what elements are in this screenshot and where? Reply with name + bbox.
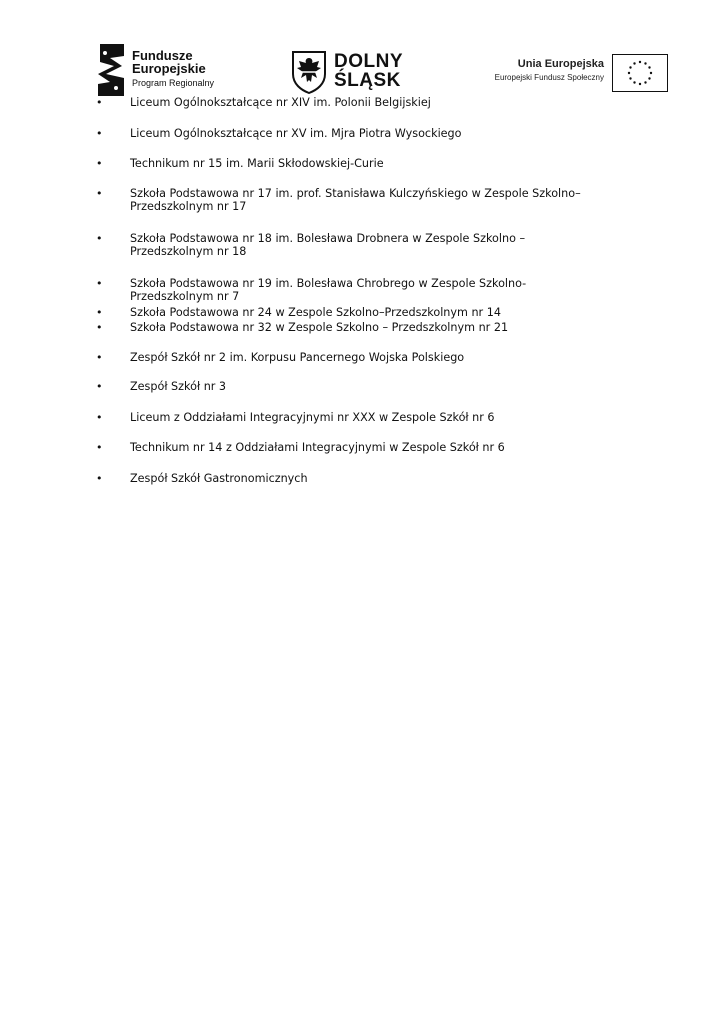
fe-line2: Europejskie — [132, 61, 206, 76]
bullet: • — [96, 471, 103, 485]
list-item-line2: Przedszkolnym nr 18 — [130, 245, 247, 258]
fe-line3: Program Regionalny — [132, 78, 215, 88]
bullet: • — [96, 276, 103, 290]
list-item-text: Liceum Ogólnokształcące nr XIV im. Polonii Belgijskiej — [130, 96, 431, 109]
dolny-slask-logo — [291, 50, 421, 96]
list-item-text: Zespół Szkół nr 2 im. Korpusu Pancernego Wojska Polskiego — [130, 350, 465, 364]
unia-europejska-logo — [482, 54, 668, 92]
list-item-text: Szkoła Podstawowa nr 24 w Zespole Szkolno–Przedszkolnym nr 14 — [130, 305, 501, 319]
list-item-text: Zespół Szkół Gastronomicznych — [130, 471, 308, 485]
list-item-line2: Przedszkolnym nr 7 — [130, 290, 240, 303]
list-item-line2: Przedszkolnym nr 17 — [130, 200, 247, 213]
fundusze-europejskie-logo — [96, 44, 266, 96]
list-item — [92, 351, 652, 365]
bullet: • — [96, 350, 103, 364]
bullet: • — [96, 186, 103, 200]
bullet: • — [96, 126, 103, 140]
ds-line1: DOLNY — [334, 51, 403, 72]
eu-line2: Europejski Fundusz Społeczny — [494, 73, 604, 82]
fe-star-icon — [96, 44, 128, 96]
bullet: • — [96, 380, 103, 393]
school-list — [92, 96, 652, 485]
list-item-text: Technikum nr 14 z Oddziałami Integracyjnymi w Zespole Szkół nr 6 — [130, 441, 505, 454]
list-item — [92, 411, 652, 425]
list-item — [92, 472, 652, 486]
list-item-line1: Szkoła Podstawowa nr 17 im. prof. Stanisława Kulczyńskiego w Zespole Szkolno– — [130, 186, 581, 200]
list-item-line1: Szkoła Podstawowa nr 19 im. Bolesława Chrobrego w Zespole Szkolno- — [130, 276, 527, 290]
list-item-text: Liceum z Oddziałami Integracyjnymi nr XXX w Zespole Szkół nr 6 — [130, 410, 495, 424]
list-item — [92, 277, 652, 304]
list-item — [92, 127, 652, 141]
list-item — [92, 380, 652, 394]
fe-line1: Fundusze — [132, 48, 193, 63]
list-item — [92, 441, 652, 455]
list-item-text: Zespół Szkół nr 3 — [130, 380, 227, 393]
list-item-text: Szkoła Podstawowa nr 32 w Zespole Szkolno – Przedszkolnym nr 21 — [130, 321, 509, 334]
bullet: • — [96, 410, 103, 424]
eu-line1: Unia Europejska — [517, 58, 604, 70]
list-item — [92, 157, 652, 171]
bullet: • — [96, 231, 103, 245]
list-item — [92, 232, 652, 259]
list-item — [92, 321, 652, 335]
bullet: • — [96, 96, 103, 109]
bullet: • — [96, 305, 103, 319]
ds-line2: ŚLĄSK — [334, 70, 401, 91]
header-logos — [96, 44, 668, 96]
eu-flag-icon — [612, 54, 668, 92]
list-item-line1: Szkoła Podstawowa nr 18 im. Bolesława Drobnera w Zespole Szkolno – — [130, 231, 526, 245]
list-item-text: Liceum Ogólnokształcące nr XV im. Mjra Piotra Wysockiego — [130, 126, 462, 140]
bullet: • — [96, 157, 103, 170]
eagle-shield-icon — [291, 50, 327, 94]
list-item — [92, 96, 652, 110]
list-item — [92, 306, 652, 320]
bullet: • — [96, 441, 103, 454]
list-item-text: Technikum nr 15 im. Marii Skłodowskiej-Curie — [130, 157, 384, 170]
bullet: • — [96, 321, 103, 334]
list-item — [92, 187, 652, 214]
